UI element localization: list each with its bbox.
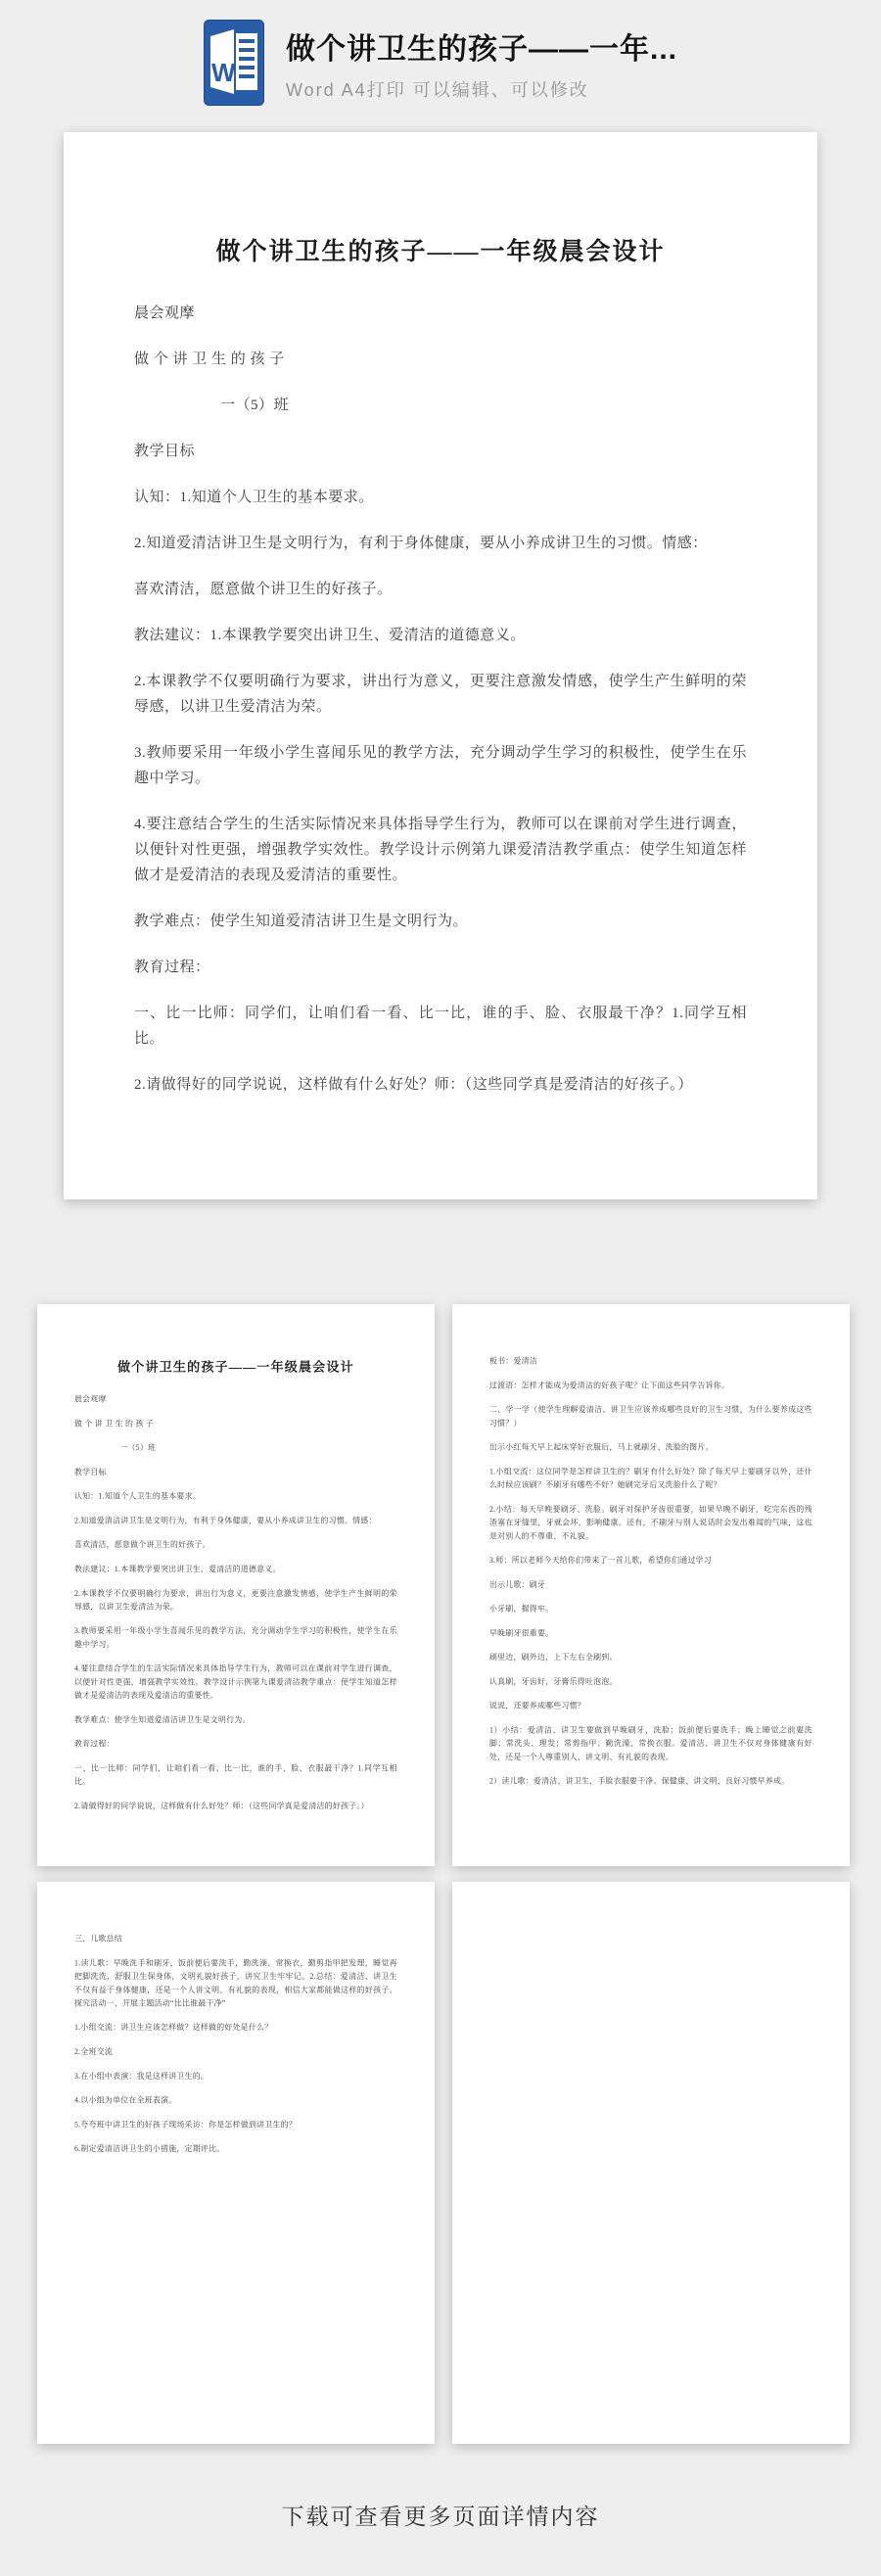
doc-paragraph: 1.小组交流：这位同学是怎样讲卫生的？刷牙有什么好处？除了每天早上要刷牙以外，还什么时候应该刷？不刷牙有哪些不好？她刷完牙后又洗脸什么了呢？ [488, 1468, 812, 1490]
doc-paragraph: 二、学一学（使学生理解爱清洁、讲卫生应该养成哪些良好的卫生习惯，为什么要养成这些习惯？） [488, 1405, 812, 1428]
footer-caption: 下载可查看更多页面详情内容 [281, 2504, 600, 2529]
document-title: 做个讲卫生的孩子——一年... [285, 32, 677, 66]
doc-paragraph: 喜欢清洁，愿意做个讲卫生的好孩子。 [134, 582, 393, 597]
doc-paragraph: 教法建议：1.本课教学要突出讲卫生、爱清洁的道德意义。 [134, 628, 526, 643]
doc-paragraph: 一（5）班 [119, 1443, 157, 1453]
doc-paragraph: 2.知道爱清洁讲卫生是文明行为，有利于身体健康，要从小养成讲卫生的习惯。情感： [134, 536, 708, 551]
doc-paragraph: 过渡语：怎样才能成为爱清洁的好孩子呢？让下面这些同学告诉你。 [488, 1382, 730, 1390]
page-1-thumb-content [37, 1304, 435, 1866]
doc-paragraph: 做 个 讲 卫 生 的 孩 子 [134, 351, 285, 367]
doc-paragraph: 一、比一比师：同学们，让咱们看一看、比一比，谁的手、脸、衣服最干净？1.同学互相比。 [134, 1006, 747, 1047]
doc-paragraph: 说说，还要养成哪些习惯？ [488, 1702, 585, 1710]
doc-paragraph: 晨会观摩 [73, 1395, 107, 1404]
page-1-content [64, 132, 817, 1199]
doc-paragraph: 1.小组交流：讲卫生应该怎样做？这样做的好处是什么？ [73, 2023, 273, 2033]
doc-paragraph: 2.请做得好的同学说说，这样做有什么好处？师：（这些同学真是爱清洁的好孩子。） [134, 1077, 693, 1093]
doc-paragraph: 教学难点：使学生知道爱清洁讲卫生是文明行为。 [134, 913, 469, 929]
doc-paragraph: 教育过程： [134, 960, 210, 975]
doc-paragraph: 4.以小组为单位在全班表演。 [73, 2096, 177, 2105]
doc-paragraph: 教学目标 [73, 1468, 107, 1477]
doc-paragraph: 教学目标 [134, 444, 196, 459]
page-2-thumb-content [452, 1304, 850, 1866]
doc-paragraph: 教法建议：1.本课教学要突出讲卫生、爱清洁的道德意义。 [73, 1565, 281, 1574]
doc-paragraph: 教育过程： [73, 1740, 115, 1749]
doc-paragraph: 早晚刷牙很重要。 [488, 1629, 554, 1638]
doc-paragraph: 2.知道爱清洁讲卫生是文明行为，有利于身体健康，要从小养成讲卫生的习惯。情感： [73, 1517, 377, 1525]
doc-paragraph: 板书：爱清洁 [488, 1357, 537, 1366]
page-thumbnail-3[interactable] [37, 1882, 435, 2444]
doc-paragraph: 4.要注意结合学生的生活实际情况来具体指导学生行为，教师可以在课前对学生进行调查，以便针对性更强，增强教学实效性。教学设计示例第九课爱清洁教学重点：使学生知道怎样做才是爱清洁的表现及爱清洁的重要性。 [73, 1664, 397, 1701]
doc-paragraph: 2.本课教学不仅要明确行为要求，讲出行为意义，更要注意激发情感，使学生产生鲜明的荣辱感，以讲卫生爱清洁为荣。 [134, 674, 747, 715]
doc-paragraph: 3.教师要采用一年级小学生喜闻乐见的教学方法，充分调动学生学习的积极性，使学生在乐趣中学习。 [134, 745, 747, 786]
doc-paragraph: 6.制定爱清洁讲卫生的小措施，定期评比。 [73, 2144, 225, 2154]
doc-paragraph: 3.教师要采用一年级小学生喜闻乐见的教学方法，充分调动学生学习的积极性，使学生在乐趣中学习。 [73, 1626, 397, 1650]
doc-paragraph: 2）读儿歌：爱清洁、讲卫生，手脸衣服要干净。保健康、讲文明，良好习惯早养成。 [488, 1777, 790, 1786]
document-header [0, 0, 881, 112]
page-thumbnail-1[interactable] [37, 1304, 435, 1866]
doc-paragraph: 5.夸夸班中讲卫生的好孩子现场采访：你是怎样做到讲卫生的？ [73, 2121, 297, 2130]
doc-paragraph: 3.在小组中表演：我是这样讲卫生的。 [73, 2072, 209, 2081]
doc-paragraph: 4.要注意结合学生的生活实际情况来具体指导学生行为，教师可以在课前对学生进行调查，以便针对性更强，增强教学实效性。教学设计示例第九课爱清洁教学重点：使学生知道怎样做才是爱清洁的表现及爱清洁的重要性。 [134, 817, 747, 883]
page-4-thumb-content [452, 1882, 850, 2444]
doc-paragraph: 教学难点：使学生知道爱清洁讲卫生是文明行为。 [73, 1715, 251, 1724]
page-3-thumb-content [37, 1882, 435, 2444]
doc-title: 做个讲卫生的孩子——一年级晨会设计 [116, 1360, 354, 1375]
doc-paragraph: 2.本课教学不仅要明确行为要求，讲出行为意义，更要注意激发情感，使学生产生鲜明的荣辱感，以讲卫生爱清洁为荣。 [73, 1589, 397, 1612]
doc-paragraph: 三、儿歌总结 [73, 1935, 122, 1944]
page-thumbnail-2[interactable] [452, 1304, 850, 1866]
doc-paragraph: 一（5）班 [220, 398, 290, 413]
doc-paragraph: 2.小结：每天早晚要刷牙、洗脸。刷牙对保护牙齿很重要，如果早晚不刷牙，吃完东西的残渣塞在牙缝里，牙就会坏，影响健康。还有，不刷牙与别人说话时会发出难闻的气味，这也是对别人的不尊重、不礼貌。 [488, 1505, 812, 1541]
word-file-icon [204, 20, 264, 106]
doc-paragraph: 出示儿歌：刷牙 [488, 1580, 546, 1589]
doc-paragraph: 一、比一比师：同学们，让咱们看一看、比一比，谁的手、脸、衣服最干净？1.同学互相比。 [73, 1764, 397, 1787]
page-thumbnail-4-blank[interactable] [452, 1882, 850, 2444]
doc-paragraph: 晨会观摩 [134, 305, 196, 321]
doc-paragraph: 认知：1.知道个人卫生的基本要求。 [73, 1492, 201, 1501]
doc-paragraph: 2.全班交流 [73, 2047, 114, 2057]
doc-paragraph: 认真刷，牙齿好，牙膏乐得吐泡泡。 [488, 1677, 618, 1686]
doc-paragraph: 喜欢清洁，愿意做个讲卫生的好孩子。 [73, 1540, 210, 1550]
doc-paragraph: 小牙刷，握得牢。 [488, 1605, 554, 1614]
doc-paragraph: 2.请做得好的同学说说，这样做有什么好处？师：（这些同学真是爱清洁的好孩子。） [73, 1802, 369, 1810]
doc-paragraph: 1.读儿歌：早晚洗手和刷牙，饭前便后要洗手，勤洗澡、常换衣，勤剪指甲把发理，睡觉再把脚洗洗，舒服卫生保身体，文明礼貌好孩子，讲究卫生牢牢记。2.总结：爱清洁、讲卫生不仅有益于身体健康，还是一个人讲文明、有礼貌的表现，相信大家都能做这样的好孩子。探究活动一、开展主题活动“比比谁最干净” [73, 1959, 397, 2008]
word-icon-letter: W [210, 58, 236, 87]
doc-paragraph: 3.师：所以老师今天给你们带来了一首儿歌，希望你们通过学习 [488, 1556, 712, 1566]
doc-paragraph: 认知：1.知道个人卫生的基本要求。 [134, 490, 374, 505]
doc-paragraph: 做 个 讲 卫 生 的 孩 子 [73, 1420, 154, 1429]
page-preview-1[interactable] [64, 132, 817, 1199]
doc-title: 做个讲卫生的孩子——一年级晨会设计 [215, 239, 666, 265]
doc-paragraph: 出示小红每天早上起床穿好衣服后，马上就刷牙、洗脸的图片。 [488, 1443, 714, 1452]
doc-paragraph: 1）小结：爱清洁、讲卫生要做到早晚刷牙、洗脸；饭前便后要洗手；晚上睡觉之前要洗脚；常洗头、理发；常剪指甲；勤洗澡、常换衣服。爱清洁、讲卫生不仅对身体健康有好处，还是一个人尊重别人、讲文明、有礼貌的表现。 [488, 1726, 812, 1761]
document-format-info: Word A4打印 可以编辑、可以修改 [285, 79, 589, 100]
doc-paragraph: 刷里边，刷外边，上下左右全刷到。 [488, 1653, 618, 1663]
